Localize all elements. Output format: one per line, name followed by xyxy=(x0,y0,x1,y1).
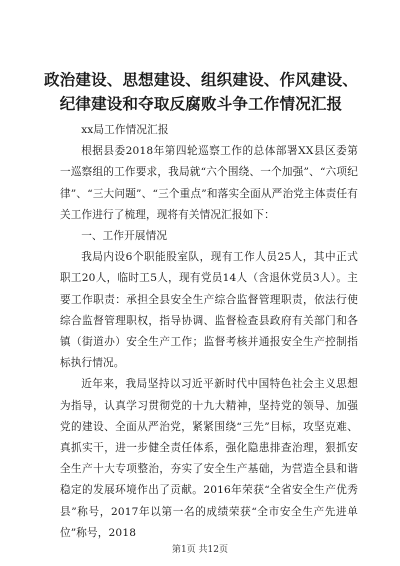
page-footer: 第1页 共12页 xyxy=(171,545,229,555)
section-heading-1: 一、工作开展情况 xyxy=(81,230,168,243)
title-line-2: 纪律建设和夺取反腐败斗争工作情况汇报 xyxy=(59,94,343,113)
paragraph-recent-work: 近年来，我局坚持以习近平新时代中国特色社会主义思想为指导，认真学习贯彻党的十九大精神，坚持党的领导、加强党的建设、全面从严治党，紧紧围绕“三先”目标，攻坚克难、真抓实干，进一步健全责任体系，强化隐患排查治理，狠抓安全生产十大专项整治，夯实了安全生产基础，为营造全县和谐稳定的发展环境作出了贡献。2016年荣获“全省安全生产优秀县”称号，2017年以第一名的成绩荣获“全市安全生产先进单位”称号，2018 xyxy=(60,378,358,539)
paragraph-intro: 根据县委2018年第四轮巡察工作的总体部署XX县区委第一巡察组的工作要求，我局就“六个围绕、一个加强”、“六项纪律”、“三大问题”、“三个重点”和落实全面从严治党主体责任有关工作进行了梳理，现将有关情况汇报如下： xyxy=(60,145,358,221)
report-subtitle: xx局工作情况汇报 xyxy=(81,124,169,136)
paragraph-bureau-overview: 我局内设6个职能股室队，现有工作人员25人，其中正式职工20人，临时工5人，现有党员14人（含退休党员3人）。主要工作职责：承担全县安全生产综合监督管理职责，依法行使综合监督管理职权，指导协调、监督检查县政府有关部门和各镇（街道办）安全生产工作；监督考核并通报安全生产控制指标执行情况。 xyxy=(60,251,358,370)
title-line-1: 政治建设、思想建设、组织建设、作风建设、 xyxy=(43,70,358,89)
document-body xyxy=(60,120,358,544)
document-title xyxy=(36,68,366,116)
